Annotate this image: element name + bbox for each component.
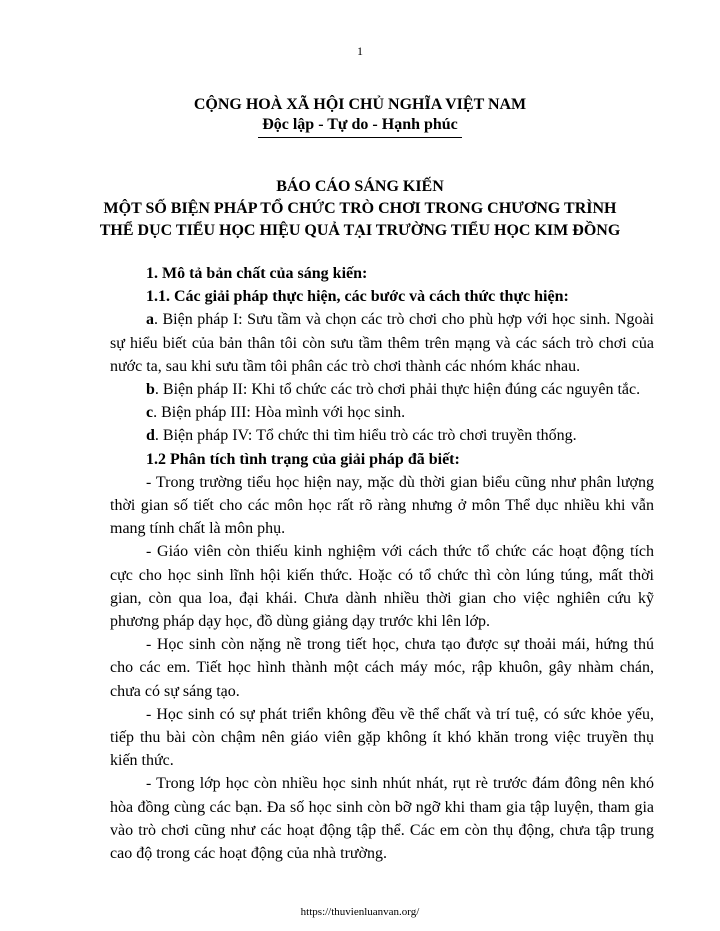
section-heading-1-2: 1.2 Phân tích tình trạng của giải pháp đã biết: bbox=[146, 450, 460, 468]
measure-a bbox=[110, 308, 654, 378]
section-heading-1-1: 1.1. Các giải pháp thực hiện, các bước và cách thức thực hiện: bbox=[146, 288, 569, 306]
paragraph-5: - Trong lớp học còn nhiều học sinh nhút nhát, rụt rè trước đám đông nên khó hòa đồng cùng các bạn. Đa số học sinh còn bỡ ngỡ khi tham gia tập luyện, tham gia vào trò chơi cũng như các hoạt động tập thể. Các em còn thụ động, chưa tập trung cao độ trong các hoạt động của nhà trường. bbox=[110, 775, 654, 863]
measure-d bbox=[110, 424, 654, 447]
paragraph-4: - Học sinh có sự phát triển không đều về thể chất và trí tuệ, có sức khỏe yếu, tiếp thu bài còn chậm nên giáo viên gặp không ít khó khăn trong việc truyền thụ kiến thức. bbox=[110, 705, 654, 770]
motto: Độc lập - Tự do - Hạnh phúc bbox=[258, 115, 462, 138]
paragraph-1: - Trong trường tiểu học hiện nay, mặc dù thời gian biểu cũng như phân lượng thời gian số tiết cho các môn học rất rõ ràng nhưng ở môn Thể dục nhiều khi vẫn mang tính chất là môn phụ. bbox=[110, 473, 654, 538]
measure-b bbox=[110, 378, 654, 401]
national-title: CỘNG HOÀ XÃ HỘI CHỦ NGHĨA VIỆT NAM bbox=[193, 96, 527, 113]
report-title-line2: MỘT SỐ BIỆN PHÁP TỔ CHỨC TRÒ CHƠI TRONG CHƯƠNG TRÌNH bbox=[103, 200, 617, 217]
paragraph-3: - Học sinh còn nặng nề trong tiết học, chưa tạo được sự thoải mái, hứng thú cho các em. Tiết học hình thành một cách máy móc, rập khuôn, gây nhàm chán, chưa có sự sáng tạo. bbox=[110, 636, 654, 700]
measure-b-text: . Biện pháp II: Khi tổ chức các trò chơi phải thực hiện đúng các nguyên tắc. bbox=[154, 381, 641, 399]
document-body bbox=[110, 262, 654, 865]
measure-c-text: . Biện pháp III: Hòa mình với học sinh. bbox=[153, 404, 406, 422]
footer-url[interactable]: https://thuvienluanvan.org/ bbox=[300, 906, 420, 918]
measure-c bbox=[110, 401, 654, 424]
measure-c-letter: c bbox=[146, 404, 154, 422]
report-title-line3: THỂ DỤC TIỂU HỌC HIỆU QUẢ TẠI TRƯỜNG TIỂU HỌC KIM ĐỒNG bbox=[99, 222, 621, 239]
paragraph-2: - Giáo viên còn thiếu kinh nghiệm với cách thức tổ chức các hoạt động tích cực cho học sinh lĩnh hội kiến thức. Hoặc có tổ chức thì còn lúng túng, mất thời gian, còn qua loa, đại khái. Chưa dành nhiều thời gian cho việc nghiên cứu kỹ phương pháp dạy học, đồ dùng giảng dạy trước khi lên lớp. bbox=[110, 543, 654, 631]
section-heading-1: 1. Mô tả bản chất của sáng kiến: bbox=[146, 265, 368, 282]
measure-b-letter: b bbox=[146, 381, 155, 399]
report-title-line1: BÁO CÁO SÁNG KIẾN bbox=[276, 178, 444, 195]
motto-wrapper bbox=[0, 115, 720, 138]
measure-d-text: . Biện pháp IV: Tổ chức thi tìm hiểu trò các trò chơi truyền thống. bbox=[154, 427, 577, 445]
measure-d-letter: d bbox=[146, 427, 155, 445]
measure-a-text: . Biện pháp I: Sưu tầm và chọn các trò chơi cho phù hợp với học sinh. Ngoài sự hiểu biết của bản thân tôi còn sưu tầm thêm trên mạng và các sách trò chơi của nước ta, sau khi sưu tầm tôi phân các trò chơi thành các nhóm khác nhau. bbox=[110, 311, 654, 375]
measure-a-letter: a bbox=[146, 311, 154, 329]
report-title bbox=[0, 176, 720, 242]
page-number: 1 bbox=[357, 44, 363, 58]
